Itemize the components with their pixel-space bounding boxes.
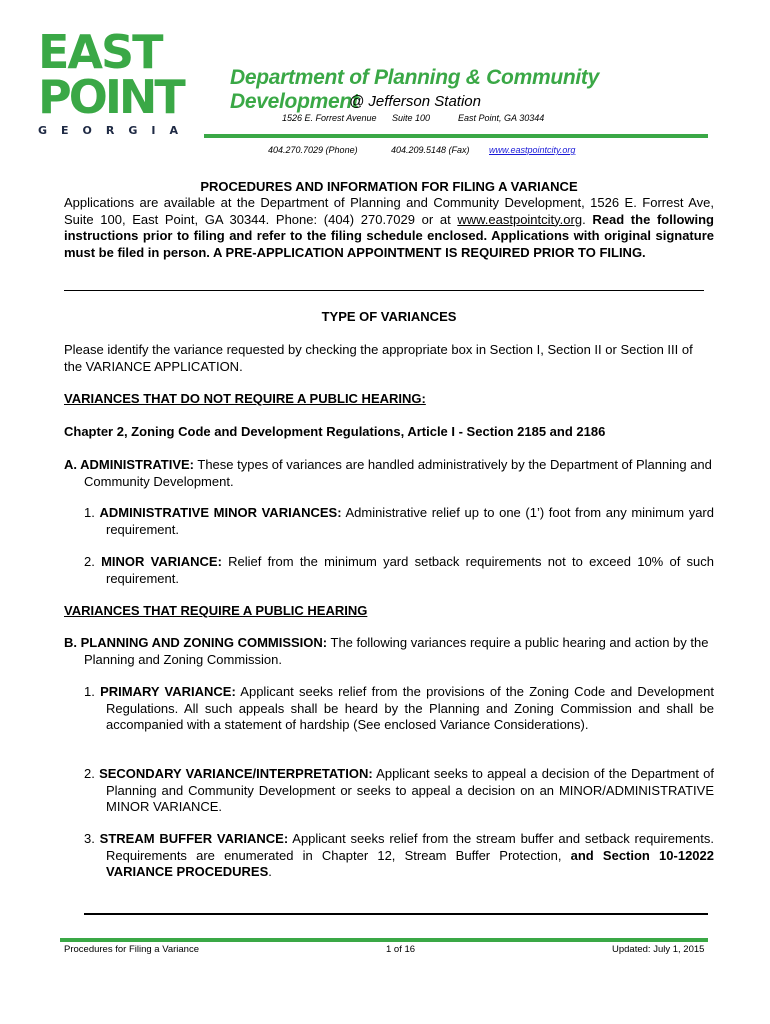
list-item (84, 554, 714, 587)
types-instruction: Please identify the variance requested by checking the appropriate box in Section I, Section II or Section III of the VARIANCE APPLICATION. (64, 342, 693, 374)
item-text: Administrative relief up to one (1’) foot from any minimum yard requirement. (106, 505, 714, 537)
header-divider (204, 134, 708, 138)
admin-label: A. ADMINISTRATIVE: (64, 457, 194, 472)
logo-georgia-text: GEORGIA (38, 124, 192, 137)
item-number: 2. (84, 766, 95, 781)
address-street: 1526 E. Forrest Avenue (282, 113, 377, 123)
bottom-divider (84, 913, 708, 915)
item-tail-period: . (268, 864, 272, 879)
intro-separator: . (582, 211, 593, 227)
east-point-logo (38, 25, 192, 137)
fax-number: 404.209.5148 (Fax) (391, 145, 470, 155)
station-name: @ Jefferson Station (349, 93, 481, 110)
list-item (84, 505, 714, 538)
types-heading: TYPE OF VARIANCES (321, 309, 457, 324)
intro-text: Applications are available at the Department of Planning and Community Development, 1526 E. Forrest Ave, Suite 100, East Point, GA 30344. Phone: (404) 270.7029 or at (64, 195, 714, 227)
address-suite: Suite 100 (392, 113, 431, 123)
item-number: 1. (84, 684, 95, 699)
footer-divider (60, 938, 708, 942)
chapter-reference: Chapter 2, Zoning Code and Development Regulations, Article I - Section 2185 and 2186 (64, 424, 606, 439)
item-label: STREAM BUFFER VARIANCE: (99, 831, 289, 846)
item-text: Applicant seeks to appeal a decision of the Department of Planning and Community Development or seeks to appeal a decision on an MINOR/ADMINISTRATIVE MINOR VARIANCE. (106, 766, 714, 814)
department-title: Department of Planning & Community Development (230, 66, 599, 113)
item-label: ADMINISTRATIVE MINOR VARIANCES: (99, 505, 342, 520)
commission-text: The following variances require a public hearing and action by the Planning and Zoning Commission. (84, 635, 709, 667)
procedures-heading: PROCEDURES AND INFORMATION FOR FILING A VARIANCE (200, 179, 578, 194)
section-divider (64, 290, 704, 291)
admin-paragraph (64, 457, 714, 490)
footer-title: Procedures for Filing a Variance (64, 944, 199, 955)
phone-number: 404.270.7029 (Phone) (268, 145, 358, 155)
hearing-heading: VARIANCES THAT REQUIRE A PUBLIC HEARING (64, 603, 368, 618)
intro-paragraph (64, 195, 714, 261)
commission-paragraph (64, 635, 714, 668)
item-label: SECONDARY VARIANCE/INTERPRETATION: (99, 766, 373, 781)
item-text: Relief from the minimum yard setback requirements not to exceed 10% of such requirement. (106, 554, 714, 586)
item-number: 3. (84, 831, 95, 846)
updated-date: Updated: July 1, 2015 (612, 944, 705, 955)
intro-website-link[interactable]: www.eastpointcity.org (457, 211, 583, 227)
list-item (84, 766, 714, 816)
list-item (84, 831, 714, 881)
commission-label: B. PLANNING AND ZONING COMMISSION: (64, 635, 328, 650)
intro-bold-instructions: Read the following instructions prior to filing and refer to the filing schedule enclosed. Applications with original signature must be filed in person. A PRE-APPLICATION APPOINTMENT IS REQUIRED PRIOR TO FILING. (64, 211, 714, 260)
item-bold-tail: and Section 10-12022 VARIANCE PROCEDURES (106, 847, 714, 879)
item-number: 2. (84, 554, 95, 569)
admin-text: These types of variances are handled administratively by the Department of Planning and Community Development. (84, 457, 712, 489)
item-label: MINOR VARIANCE: (101, 554, 222, 569)
item-label: PRIMARY VARIANCE: (100, 684, 236, 699)
item-text: Applicant seeks relief from the provisions of the Zoning Code and Development Regulations. All such appeals shall be heard by the Planning and Zoning Commission and shall be accompanied with a statement of hardship (See enclosed Variance Considerations). (106, 684, 714, 732)
item-number: 1. (84, 505, 95, 520)
no-hearing-heading: VARIANCES THAT DO NOT REQUIRE A PUBLIC HEARING: (64, 391, 426, 406)
website-link[interactable]: www.eastpointcity.org (489, 145, 576, 155)
list-item (84, 684, 714, 734)
address-city: East Point, GA 30344 (458, 113, 545, 123)
page-number: 1 of 16 (386, 944, 416, 955)
logo-point-text: POINT (38, 70, 183, 124)
logo-east-text: EAST (38, 25, 162, 79)
item-text: Applicant seeks relief from the stream buffer and setback requirements. Requirements are enumerated in Chapter 12, Stream Buffer Protection, (106, 831, 714, 863)
